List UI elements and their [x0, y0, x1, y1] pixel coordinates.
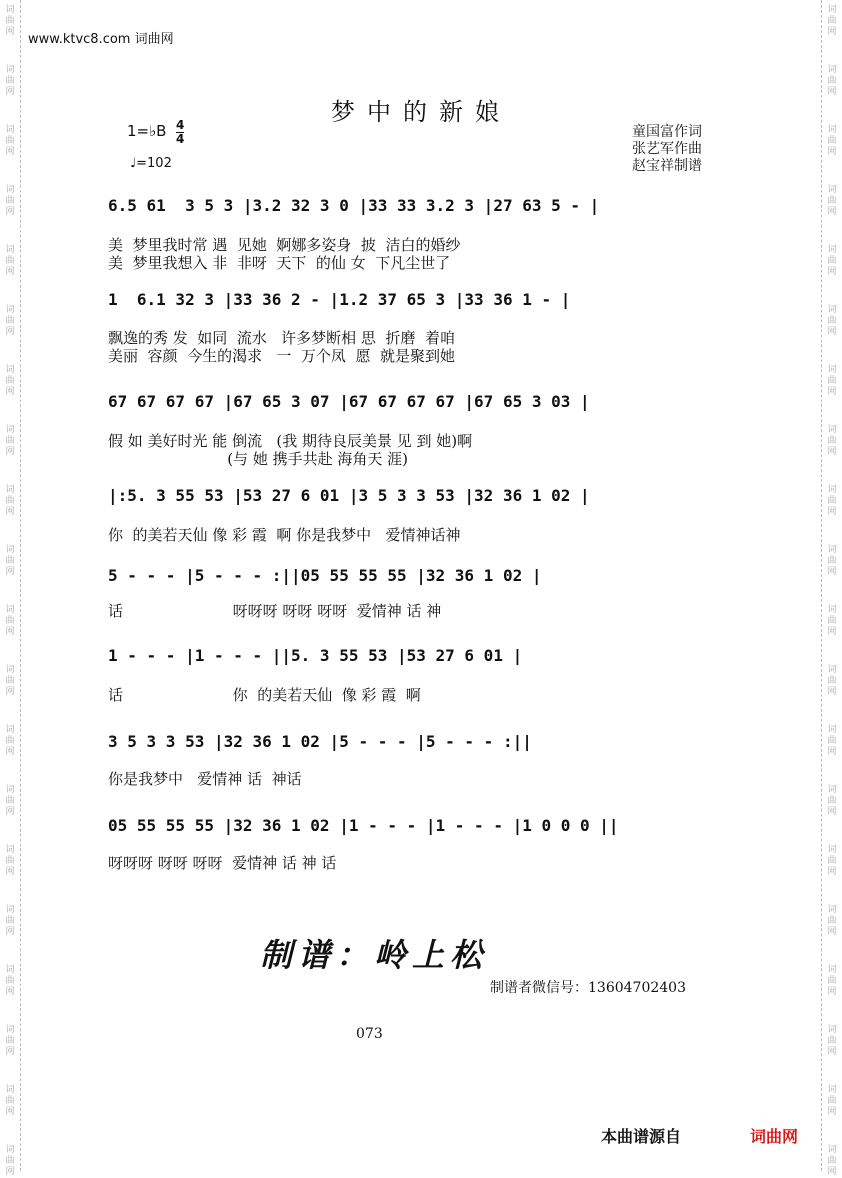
watermark-glyph: 词 曲 网 — [5, 245, 15, 277]
lyrics-1a: 美 梦里我时常 遇 见她 婀娜多姿身 披 洁白的婚纱 — [108, 236, 461, 254]
lyrics-3b: (与 她 携手共赴 海角天 涯) — [108, 450, 408, 468]
watermark-glyph: 词 曲 网 — [5, 65, 15, 97]
notation-line-5: 5 - - - |5 - - - :||05 55 55 55 |32 36 1 02 | — [108, 566, 542, 585]
lyrics-4: 你 的美若天仙 像 彩 霞 啊 你是我梦中 爱情神话神 — [108, 526, 461, 544]
watermark-glyph: 词 曲 网 — [827, 425, 837, 457]
site-url[interactable]: www.ktvc8.com 词曲网 — [28, 32, 174, 47]
watermark-glyph: 词 曲 网 — [5, 785, 15, 817]
watermark-glyph: 词 曲 网 — [827, 485, 837, 517]
watermark-glyph: 词 曲 网 — [827, 905, 837, 937]
notation-line-1: 6.5 61 3 5 3 |3.2 32 3 0 |33 33 3.2 3 |27 63 5 - | — [108, 196, 600, 215]
watermark-glyph: 词 曲 网 — [827, 845, 837, 877]
watermark-glyph: 词 曲 网 — [5, 365, 15, 397]
composer: 张艺军作曲 — [632, 141, 702, 157]
notation-line-2: 1 6.1 32 3 |33 36 2 - |1.2 37 65 3 |33 36 1 - | — [108, 290, 571, 309]
watermark-glyph: 词 曲 网 — [827, 605, 837, 637]
watermark-glyph: 词 曲 网 — [5, 545, 15, 577]
page-number: 073 — [356, 1026, 383, 1042]
watermark-glyph: 词 曲 网 — [5, 725, 15, 757]
notation-line-6: 1 - - - |1 - - - ||5. 3 55 53 |53 27 6 01 | — [108, 646, 523, 665]
lyrics-5: 话 呀呀呀 呀呀 呀呀 爱情神 话 神 — [108, 602, 442, 620]
watermark-glyph: 词 曲 网 — [827, 1145, 837, 1177]
watermark-glyph: 词 曲 网 — [827, 785, 837, 817]
notation-line-3: 67 67 67 67 |67 65 3 07 |67 67 67 67 |67 65 3 03 | — [108, 392, 590, 411]
lyrics-1b: 美 梦里我想入 非 非呀 天下 的仙 女 下凡尘世了 — [108, 254, 451, 272]
watermark-glyph: 词 曲 网 — [827, 545, 837, 577]
tempo-mark: ♩=102 — [130, 156, 172, 171]
credits — [632, 124, 702, 175]
watermark-glyph: 词 曲 网 — [827, 965, 837, 997]
lyrics-3a: 假 如 美好时光 能 倒流 (我 期待良辰美景 见 到 她)啊 — [108, 432, 473, 450]
watermark-glyph: 词 曲 网 — [827, 125, 837, 157]
watermark-glyph: 词 曲 网 — [5, 1085, 15, 1117]
notation-line-7: 3 5 3 3 53 |32 36 1 02 |5 - - - |5 - - - :|| — [108, 732, 532, 751]
source-label: 本曲谱源自 — [601, 1127, 682, 1146]
source-logo[interactable]: 词曲网 — [750, 1127, 799, 1146]
watermark-glyph: 词 曲 网 — [5, 305, 15, 337]
lyrics-8: 呀呀呀 呀呀 呀呀 爱情神 话 神 话 — [108, 854, 337, 872]
lyrics-7: 你是我梦中 爱情神 话 神话 — [108, 770, 302, 788]
song-title: 梦中的新娘 — [331, 98, 511, 126]
arranger-signature: 制谱：岭上松 — [260, 936, 489, 974]
watermark-glyph: 词 曲 网 — [827, 725, 837, 757]
watermark-glyph: 词 曲 网 — [5, 5, 15, 37]
arranger: 赵宝祥制谱 — [632, 158, 702, 174]
watermark-glyph: 词 曲 网 — [5, 605, 15, 637]
watermark-glyph: 词 曲 网 — [827, 1085, 837, 1117]
watermark-glyph: 词 曲 网 — [5, 125, 15, 157]
watermark-glyph: 词 曲 网 — [827, 365, 837, 397]
watermark-glyph: 词 曲 网 — [827, 245, 837, 277]
watermark-glyph: 词 曲 网 — [5, 845, 15, 877]
notation-line-8: 05 55 55 55 |32 36 1 02 |1 - - - |1 - - - |1 0 0 0 || — [108, 816, 619, 835]
lyrics-2b: 美丽 容颜 今生的渴求 一 万个凤 愿 就是聚到她 — [108, 347, 455, 365]
watermark-glyph: 词 曲 网 — [5, 965, 15, 997]
time-signature — [176, 119, 184, 146]
watermark-glyph: 词 曲 网 — [5, 485, 15, 517]
watermark-glyph: 词 曲 网 — [5, 905, 15, 937]
notation-line-4: |:5. 3 55 53 |53 27 6 01 |3 5 3 3 53 |32 36 1 02 | — [108, 486, 590, 505]
watermark-glyph: 词 曲 网 — [827, 65, 837, 97]
watermark-glyph: 词 曲 网 — [827, 665, 837, 697]
watermark-glyph: 词 曲 网 — [5, 1145, 15, 1177]
key-signature: 1=♭B — [127, 122, 167, 140]
watermark-glyph: 词 曲 网 — [5, 665, 15, 697]
wechat-contact: 制谱者微信号：13604702403 — [490, 980, 686, 996]
time-signature-bottom: 4 — [176, 132, 185, 146]
lyrics-6: 话 你 的美若天仙 像 彩 霞 啊 — [108, 686, 421, 704]
watermark-glyph: 词 曲 网 — [827, 305, 837, 337]
watermark-glyph: 词 曲 网 — [827, 5, 837, 37]
watermark-glyph: 词 曲 网 — [5, 185, 15, 217]
watermark-glyph: 词 曲 网 — [827, 1025, 837, 1057]
time-signature-top: 4 — [176, 118, 185, 132]
lyrics-2a: 飘逸的秀 发 如同 流水 许多梦断相 思 折磨 着咱 — [108, 329, 455, 347]
watermark-glyph: 词 曲 网 — [5, 425, 15, 457]
watermark-glyph: 词 曲 网 — [5, 1025, 15, 1057]
watermark-glyph: 词 曲 网 — [827, 185, 837, 217]
lyricist: 童国富作词 — [632, 124, 702, 140]
